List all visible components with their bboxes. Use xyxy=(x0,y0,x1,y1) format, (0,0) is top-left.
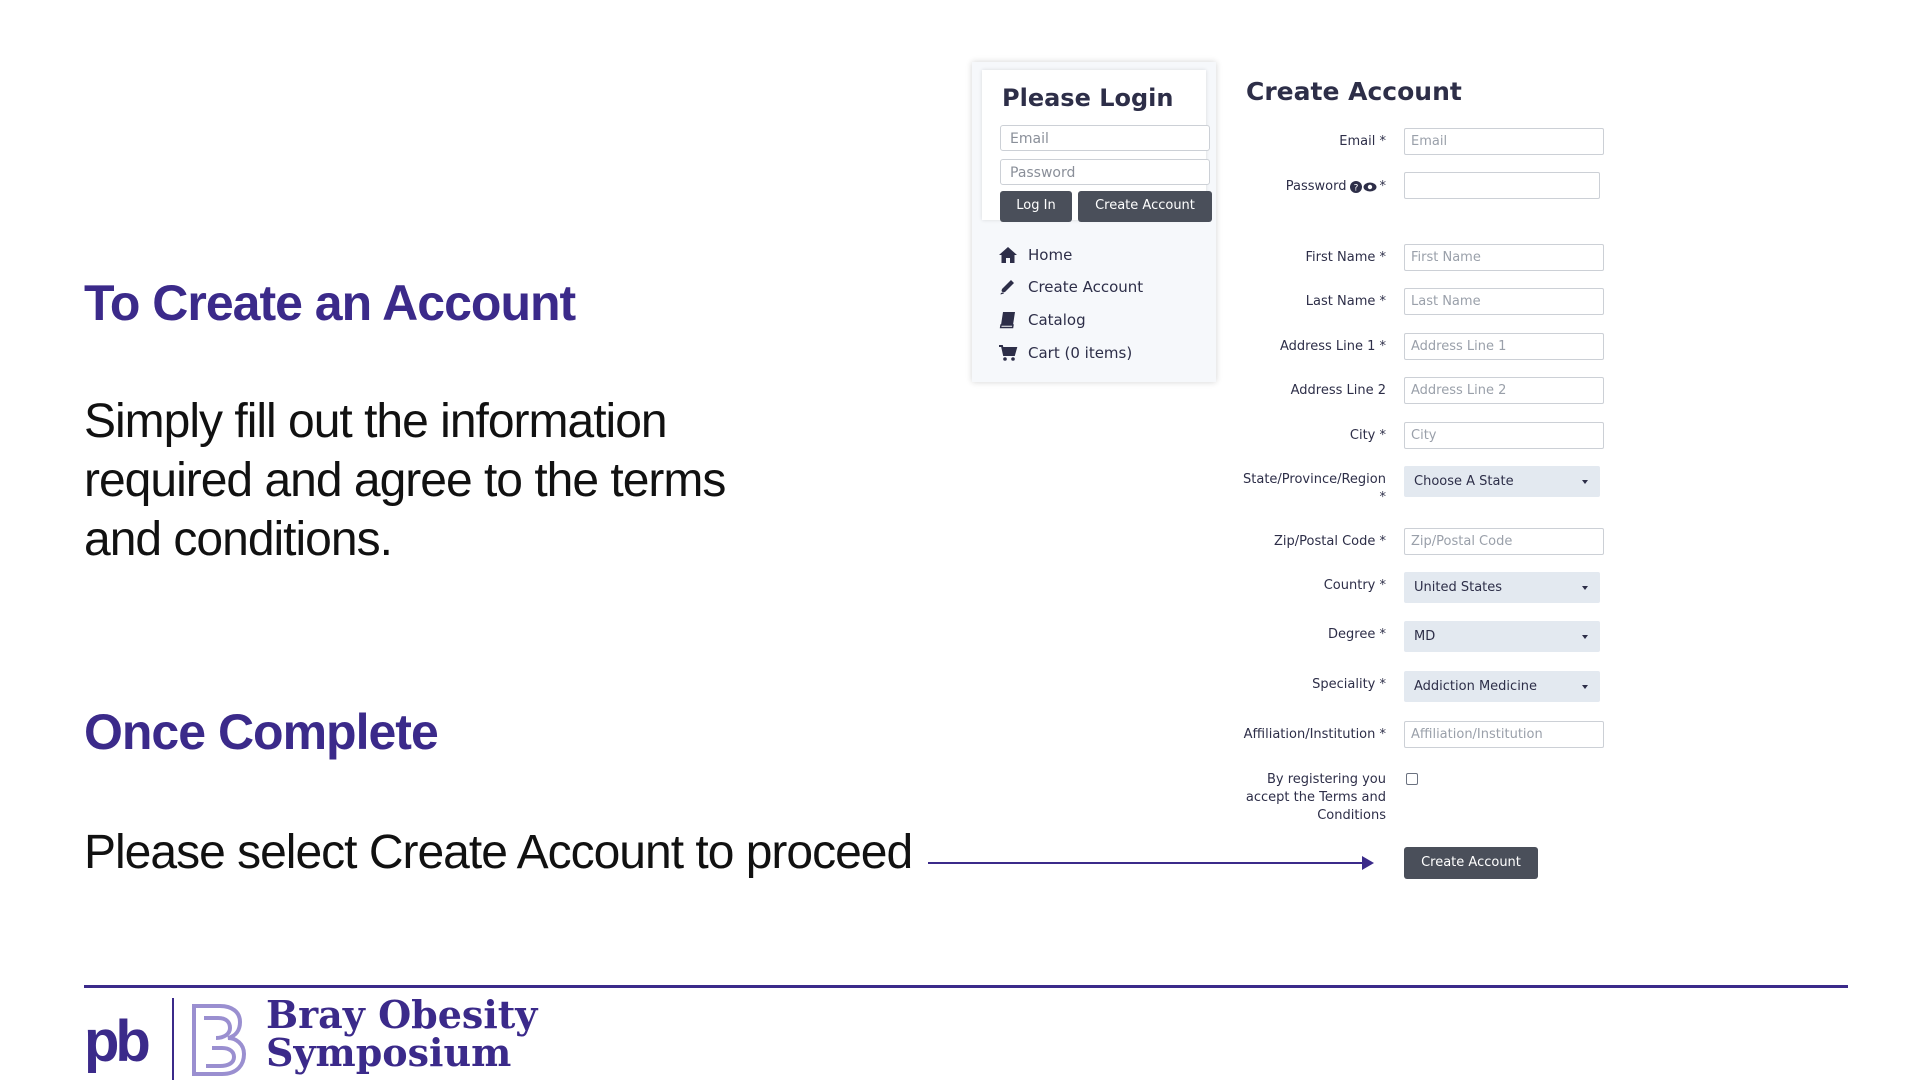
speciality-select[interactable] xyxy=(1404,671,1600,702)
chevron-down-icon xyxy=(1582,685,1588,689)
address2-input[interactable]: Address Line 2 xyxy=(1404,377,1604,404)
proceed-text: Please select Create Account to proceed xyxy=(84,826,913,879)
terms-label: By registering you accept the Terms and Conditions xyxy=(1245,772,1386,823)
heading-once-complete: Once Complete xyxy=(84,704,438,760)
password-label: Password xyxy=(1285,179,1347,194)
nav-item-cart[interactable] xyxy=(998,344,1132,362)
email-label: Email * xyxy=(1339,134,1386,149)
state-select-value: Choose A State xyxy=(1414,474,1514,489)
login-password-input[interactable]: Password xyxy=(1000,159,1210,185)
degree-select-value: MD xyxy=(1414,629,1436,644)
login-button[interactable]: Log In xyxy=(1000,191,1072,222)
nav-label-cart: Cart (0 items) xyxy=(1028,344,1133,362)
login-sidebar xyxy=(972,62,1216,382)
chevron-down-icon xyxy=(1582,480,1588,484)
country-select-value: United States xyxy=(1414,580,1503,595)
login-title: Please Login xyxy=(1002,84,1174,112)
city-label: City * xyxy=(1349,428,1386,443)
last-name-input[interactable]: Last Name xyxy=(1404,288,1604,315)
nav-label-home: Home xyxy=(1028,246,1073,264)
home-icon xyxy=(998,246,1018,264)
svg-text:?: ? xyxy=(1353,183,1358,193)
affiliation-input[interactable]: Affiliation/Institution xyxy=(1404,721,1604,748)
country-label: Country * xyxy=(1323,578,1386,593)
degree-label: Degree * xyxy=(1328,627,1386,642)
password-input[interactable] xyxy=(1404,172,1600,199)
chevron-down-icon xyxy=(1582,586,1588,590)
country-select[interactable] xyxy=(1404,572,1600,603)
create-account-submit-button[interactable]: Create Account xyxy=(1404,847,1538,879)
terms-checkbox[interactable] xyxy=(1406,773,1418,785)
pb-logo: pb xyxy=(84,1009,147,1074)
password-label-group xyxy=(1286,179,1386,194)
bray-logo-icon xyxy=(186,1000,250,1080)
pencil-icon xyxy=(998,278,1018,296)
nav-item-catalog[interactable] xyxy=(998,311,1086,329)
address1-input[interactable]: Address Line 1 xyxy=(1404,333,1604,360)
nav-label-catalog: Catalog xyxy=(1028,311,1086,329)
speciality-select-value: Addiction Medicine xyxy=(1414,679,1538,694)
brand-line-2: Symposium xyxy=(266,1030,512,1075)
first-name-input[interactable]: First Name xyxy=(1404,244,1604,271)
help-icon[interactable] xyxy=(1350,181,1362,193)
nav-label-create-account: Create Account xyxy=(1028,278,1144,296)
arrow-head-icon xyxy=(1362,856,1374,870)
book-icon xyxy=(998,311,1018,329)
address2-label: Address Line 2 xyxy=(1290,383,1386,398)
speciality-label: Speciality * xyxy=(1312,677,1386,692)
address1-label: Address Line 1 * xyxy=(1279,339,1386,354)
instructions-text: Simply fill out the information required and agree to the terms and conditions. xyxy=(84,395,726,566)
password-required-mark: * xyxy=(1379,179,1386,194)
form-title: Create Account xyxy=(1246,77,1462,106)
footer-divider-line xyxy=(84,985,1848,988)
login-email-input[interactable]: Email xyxy=(1000,125,1210,151)
arrow-line xyxy=(928,862,1368,864)
chevron-down-icon xyxy=(1582,635,1588,639)
login-create-account-button[interactable]: Create Account xyxy=(1078,191,1212,222)
affiliation-label: Affiliation/Institution * xyxy=(1243,727,1386,742)
brand-name xyxy=(266,992,538,1075)
zip-input[interactable]: Zip/Postal Code xyxy=(1404,528,1604,555)
nav-item-home[interactable] xyxy=(998,246,1072,264)
eye-icon[interactable] xyxy=(1363,181,1377,193)
email-input[interactable]: Email xyxy=(1404,128,1604,155)
state-label: State/Province/Region * xyxy=(1243,472,1386,505)
nav-item-create-account[interactable] xyxy=(998,278,1143,296)
login-box xyxy=(982,70,1206,220)
zip-label: Zip/Postal Code * xyxy=(1274,534,1386,549)
cart-icon xyxy=(998,344,1018,362)
heading-create-account: To Create an Account xyxy=(84,275,576,331)
first-name-label: First Name * xyxy=(1305,250,1386,265)
brand-line-1: Bray Obesity xyxy=(266,992,538,1037)
city-input[interactable]: City xyxy=(1404,422,1604,449)
state-select[interactable] xyxy=(1404,466,1600,497)
degree-select[interactable] xyxy=(1404,621,1600,652)
logo-divider xyxy=(172,998,174,1080)
last-name-label: Last Name * xyxy=(1305,294,1386,309)
